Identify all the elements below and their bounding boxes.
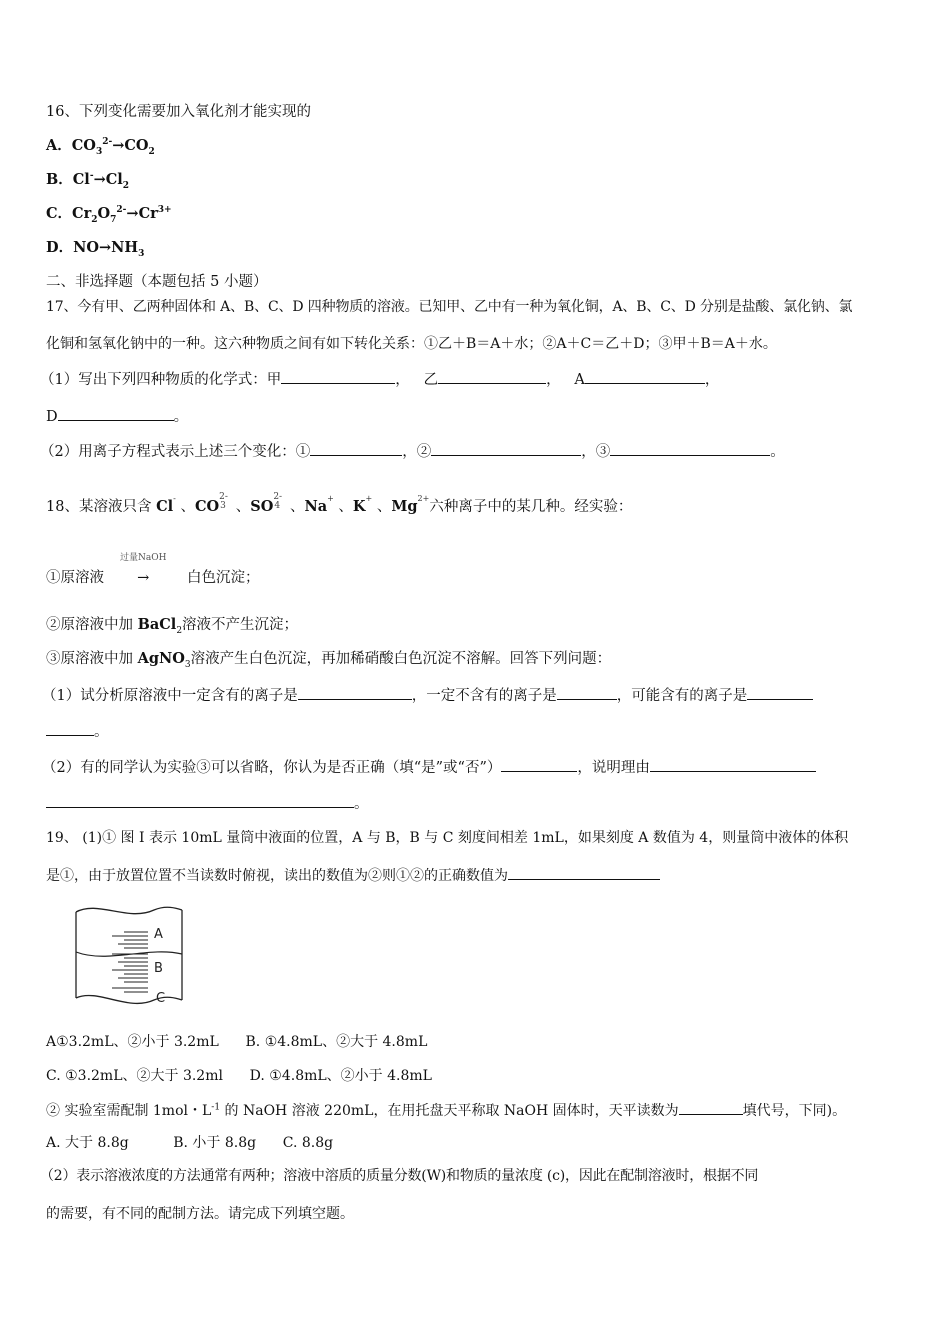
figure-label-c: C [156,991,166,1006]
answer-blank-cylinder-reading[interactable] [508,864,660,880]
q19-part2-line2: 的需要，有不同的配制方法。请完成下列填空题。 [46,1206,354,1222]
answer-blank-present-ions[interactable] [298,684,412,700]
q16-option-a: A．$CO_3^{2-}\to CO_2$ [46,137,155,157]
answer-blank-balance-reading[interactable] [679,1099,743,1115]
answer-blank-possible-ions-cont[interactable] [46,720,94,736]
q19-options-ab: A①3.2mL、②小于 3.2mL B. ①4.8mL、②大于 4.8mL [46,1034,428,1050]
figure-label-b: B [154,961,163,976]
q17-line2: 化铜和氢氧化钠中的一种。这六种物质之间有如下转化关系：①乙＋B＝A＋水；②A＋C＝乙＋D；③甲＋B＝A＋水。 [46,336,777,352]
q16-option-b: B．$Cl^-\to Cl_2$ [46,171,130,191]
q17-part1: （1）写出下列四种物质的化学式：甲 ， 乙 ， A ， [40,368,910,390]
q19-line1: 19、 (1)① 图 I 表示 10mL 量筒中液面的位置，A 与 B，B 与 C 刻度间相差 1mL，如果刻度 A 数值为 4，则量筒中液体的体积 [46,830,849,846]
answer-blank-possible-ions[interactable] [747,684,813,700]
q19-options-cd: C. ①3.2mL、②大于 3.2ml D. ①4.8mL、②小于 4.8mL [46,1068,432,1084]
q19-part1-q2: ② 实验室需配制 1mol・$L^{-1}$ 的 NaOH 溶液 220mL，在用托盘天平称取 NaOH 固体时，天平读数为 填代号，下同)。 [46,1099,910,1121]
q18-experiment-3: ③原溶液中加 AgNO$_3$溶液产生白色沉淀，再加稀硝酸白色沉淀不溶解。回答下列问题： [46,650,612,670]
q16-stem: 16、下列变化需要加入氧化剂才能实现的 [46,104,311,120]
q18-experiment-2: ②原溶液中加 BaCl$_2$溶液不产生沉淀； [46,616,299,636]
q18-intro: 18、某溶液只含 Cl- 、CO 2- 3 、SO 2- 4 、Na+ 、K+ 、$Mg^{2+}$六种离子中的某几种。经实验： [46,492,633,515]
section-2-title: 二、非选择题（本题包括 5 小题） [46,274,268,290]
q17-part2: （2）用离子方程式表示上述三个变化：① ，② ，③ 。 [40,440,910,462]
answer-blank-eq1[interactable] [310,440,402,456]
q16-option-d: D．$NO\to NH_3$ [46,239,145,259]
q19-part2-line1: （2）表示溶液浓度的方法通常有两种；溶液中溶质的质量分数(W)和物质的量浓度 (c)，因此在配制溶液时，根据不同 [40,1168,759,1184]
q19-line2: 是①，由于放置位置不当读数时俯视，读出的数值为②则①②的正确数值为 [46,864,910,886]
q18-experiment-1: ①原溶液 过量NaOH → 白色沉淀； [46,553,260,586]
q18-part1-cont: 。 [46,720,910,742]
figure-label-a: A [154,927,163,942]
q18-part1: （1）试分析原溶液中一定含有的离子是 ，一定不含有的离子是 ，可能含有的离子是 [42,684,910,706]
answer-blank-eq3[interactable] [610,440,770,456]
answer-blank-reason[interactable] [650,756,816,772]
answer-blank-jia[interactable] [281,368,395,384]
q17-line1: 17、今有甲、乙两种固体和 A、B、C、D 四种物质的溶液。已知甲、乙中有一种为氧化铜，A、B、C、D 分别是盐酸、氯化钠、氯 [46,299,853,315]
graduated-cylinder-figure [68,902,188,1016]
q18-part2-cont: 。 [46,792,910,814]
q16-option-c: C．$Cr_2O_7^{2-}\to Cr^{3+}$ [46,205,172,225]
answer-blank-eq2[interactable] [431,440,581,456]
answer-blank-yes-no[interactable] [501,756,577,772]
answer-blank-reason-cont[interactable] [46,792,354,808]
answer-blank-absent-ions[interactable] [557,684,617,700]
answer-blank-a[interactable] [585,368,705,384]
q19-choices: A. 大于 8.8g B. 小于 8.8g C. 8.8g [46,1135,334,1151]
answer-blank-d[interactable] [58,405,174,421]
answer-blank-yi[interactable] [438,368,546,384]
q17-part1-d: D 。 [46,405,910,427]
q18-part2: （2）有的同学认为实验③可以省略，你认为是否正确（填“是”或“否”） ，说明理由 [42,756,910,778]
